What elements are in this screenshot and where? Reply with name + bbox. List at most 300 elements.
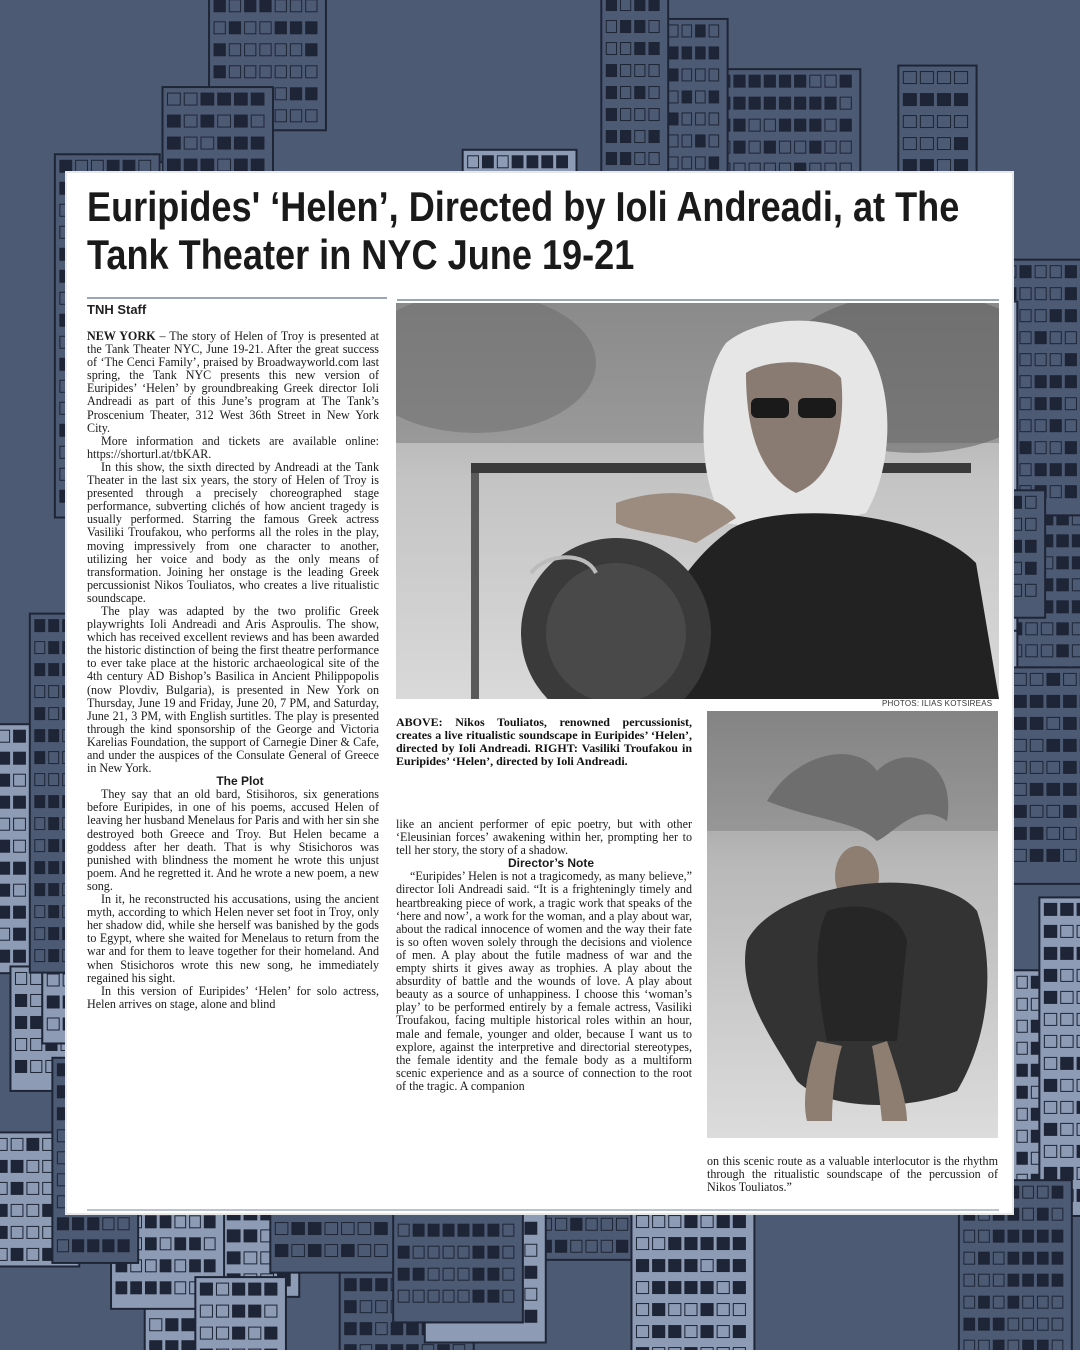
building-window [1057, 623, 1069, 635]
paragraph-6: In it, he reconstructed his accusations, using the ancient myth, according to which Helen never set foot in Troy, only her shadow did, while she herself was banished by the gods to Egypt, where she waited for Menelaus to return from the war and for them to leave together for their homeland. And when Stisichoros wrote this new song, he immediately regained his sight. [87, 892, 379, 985]
building-window [1020, 442, 1031, 454]
building-window [993, 1230, 1004, 1242]
building-window [649, 131, 659, 143]
building-window [555, 1240, 566, 1252]
building-window [35, 620, 45, 632]
building-window [1047, 849, 1060, 861]
building-window [47, 996, 59, 1008]
building-window [35, 752, 45, 764]
building-window [0, 862, 10, 874]
building-window [1064, 717, 1077, 729]
building-window [669, 1238, 681, 1250]
building-window [488, 1290, 499, 1302]
building-window [167, 159, 180, 171]
building-window [1014, 717, 1027, 729]
building-window [1065, 442, 1076, 454]
building-window [251, 159, 264, 171]
building-window [795, 75, 806, 87]
building-window [166, 1319, 178, 1331]
building-window [107, 160, 119, 172]
building-window [1057, 601, 1069, 613]
building-window [0, 906, 10, 918]
building-window [118, 1240, 129, 1252]
building-window [60, 160, 72, 172]
building-window [49, 840, 59, 852]
building-window [57, 1218, 68, 1230]
building-window [398, 1268, 409, 1280]
building-window [1050, 420, 1061, 432]
building-window [160, 1282, 171, 1294]
building-window [35, 664, 45, 676]
building-window [0, 840, 10, 852]
building-window [1061, 903, 1073, 915]
building-window [166, 1341, 178, 1350]
building-window [49, 664, 59, 676]
building-window [190, 1238, 201, 1250]
article-headline: Euripides' ‘Helen’, Directed by Ioli Andreadi, at The Tank Theater in NYC June 19-21 [87, 183, 960, 278]
building-window [49, 862, 59, 874]
building-window [234, 115, 247, 127]
building-window [407, 1345, 419, 1350]
building-window [184, 159, 197, 171]
building-window [979, 1318, 990, 1330]
building-window [903, 94, 916, 106]
paragraph-5: They say that an old bard, Stisihoros, six generations before Euripides, in one of his poems, accused Helen of leaving her husband Menelaus for Paris and with her sin she destroyed both Greece and Troy. But Helen became a goddess after her death. That is why Stisichoros was punished with blindness the moment he wrote this unjust poem. And he regretted it. And he wrote a new poem, a new song. [87, 787, 379, 893]
byline: TNH Staff [87, 302, 147, 317]
building-window [1064, 695, 1077, 707]
dateline: NEW YORK [87, 329, 156, 343]
building-window [1023, 1252, 1034, 1264]
building-window [473, 1246, 484, 1258]
building-window [993, 1340, 1004, 1350]
building-window [398, 1246, 409, 1258]
building-window [764, 97, 775, 109]
building-window [214, 66, 225, 78]
building-window [1008, 1230, 1019, 1242]
building-window [360, 1323, 372, 1335]
building-window [14, 950, 26, 962]
building-window [733, 1238, 745, 1250]
building-window [1030, 695, 1043, 707]
building-window [1057, 557, 1069, 569]
building-window [1057, 645, 1069, 657]
building-window [49, 884, 59, 896]
building-window [376, 1279, 388, 1291]
building-window [1023, 1230, 1034, 1242]
building-window [1020, 266, 1031, 278]
building-window [1061, 1057, 1073, 1069]
building-window [0, 1204, 7, 1216]
building-window [701, 1238, 713, 1250]
building-window [376, 1345, 388, 1350]
column-3 [707, 1155, 998, 1194]
building-window [1014, 805, 1027, 817]
building-window [290, 88, 301, 100]
building-window [15, 1060, 26, 1072]
building-window [734, 119, 745, 131]
building-window [375, 1223, 388, 1235]
building-window [131, 1282, 142, 1294]
building-window [606, 65, 616, 77]
building-window [0, 884, 10, 896]
building-window [1072, 535, 1080, 547]
building-window [1050, 464, 1061, 476]
newspaper-clipping [67, 173, 1012, 1213]
building-window [696, 25, 706, 37]
building-window [764, 75, 775, 87]
percussionist-photo-illustration [396, 303, 999, 699]
building-window [1065, 266, 1076, 278]
building-window [182, 1341, 194, 1350]
column-1 [87, 330, 379, 1011]
building-window [204, 1216, 215, 1228]
building-window [525, 1310, 537, 1322]
building-window [0, 774, 10, 786]
photo-caption: ABOVE: Nikos Touliatos, renowned percussionist, creates a live ritualistic soundscape in Euripides’ ‘Helen’, directed by Ioli Andreadi. RIGHT: Vasiliki Troufakou in Euripides’ ‘Helen’, directed by Ioli Andreadi. [396, 715, 692, 768]
building-window [0, 796, 10, 808]
building-window [1052, 1230, 1063, 1242]
building-window [1037, 1208, 1048, 1220]
building-window [764, 141, 775, 153]
building-window [1035, 464, 1046, 476]
building-window [413, 1268, 424, 1280]
building-window [1037, 1340, 1048, 1350]
photo-credit: PHOTOS: ILIAS KOTSIREAS [882, 699, 993, 708]
building-window [190, 1260, 201, 1272]
building-window [14, 730, 26, 742]
building-window [1061, 947, 1073, 959]
building-window [345, 1323, 357, 1335]
building-window [685, 1282, 697, 1294]
building-window [150, 1341, 162, 1350]
building-window [1011, 540, 1022, 552]
building-window [1050, 398, 1061, 410]
building-window [73, 1218, 84, 1230]
paragraph-9: “Euripides’ Helen is not a tragicomedy, as many believe,” director Ioli Andreadi said. “It is a frighteningly timely and heartbreaking piece of work, a tragic work that speaks of the ‘here and now’, a work for the woman, and a play about war, about the radical innocence of women and the way their fate is so often woven solely through the decisions and violence of men. A play about the futile madness of war and the empty shirts it gives away as trophies. A play about the absurdity of battle and the wounds of love. A play about beauty as a source of unhappiness. I choose this ‘woman’s play’ to be performed entirely by a female actress, Vasiliki Troufakou, facing multiple historical roles within an hour, male and female, younger and older, because I want us to explore, against the interpretive and directorial stereotypes, the female identity and the female body as a multiform scenic experience and as a source of connection to the root of the tragic. A companion [396, 869, 692, 1093]
building-window [265, 1283, 277, 1295]
building-window [621, 153, 631, 165]
building-window [290, 22, 301, 34]
building-window [73, 1240, 84, 1252]
building-window [88, 1218, 99, 1230]
building-window [214, 0, 225, 12]
building-window [1065, 464, 1076, 476]
building-window [1065, 486, 1076, 498]
building-window [1044, 903, 1056, 915]
paragraph-7: In this version of Euripides’ ‘Helen’ for solo actress, Helen arrives on stage, alone and blind [87, 983, 379, 1011]
building-window [557, 156, 568, 168]
building-window [920, 160, 933, 172]
building-window [1017, 1086, 1027, 1098]
building-window [795, 97, 806, 109]
building-window [1030, 783, 1043, 795]
building-window [182, 1319, 194, 1331]
building-window [292, 1223, 305, 1235]
building-window [1030, 827, 1043, 839]
building-window [249, 1283, 261, 1295]
building-window [1026, 540, 1037, 552]
building-window [251, 137, 264, 149]
building-window [635, 87, 645, 99]
building-window [345, 1345, 357, 1350]
building-window [391, 1345, 403, 1350]
building-window [15, 994, 26, 1006]
paragraph-3: In this show, the sixth directed by Andreadi at the Tank Theater in the last six years, the story of Helen of Troy is presented through a precisely choreographed stage performance, subverting clichés of how ancient tragedy is usually performed. Starring the famous Greek actress Vasiliki Troufakou, who performs all the roles in the play, moving impressively from one character to another, utilizing her voice and body as the only means of transformation. Joining her onstage is the leading Greek percussionist Nikos Touliatos, who creates a live ritualistic soundscape. [87, 459, 379, 605]
building-window [428, 1224, 439, 1236]
building-window [49, 620, 59, 632]
subhead-the-plot: The Plot [216, 774, 264, 789]
building-window [709, 157, 719, 169]
building-window [685, 1238, 697, 1250]
building-window [1008, 1252, 1019, 1264]
photo-nikos-touliatos [396, 303, 999, 699]
building-window [407, 1323, 419, 1335]
building-window [696, 47, 706, 59]
building-window [606, 0, 616, 11]
building-window [443, 1224, 454, 1236]
photo-vasiliki-troufakou [707, 711, 998, 1138]
building-window [1014, 695, 1027, 707]
building-window [35, 796, 45, 808]
building-window [653, 1260, 665, 1272]
building-window [779, 97, 790, 109]
building-window [227, 1252, 240, 1264]
actress-photo-illustration [707, 711, 998, 1138]
building-window [14, 906, 26, 918]
building-window [1052, 1252, 1063, 1264]
building-window [717, 1260, 729, 1272]
building-window [717, 1216, 729, 1228]
building-window [482, 156, 493, 168]
building-window [964, 1318, 975, 1330]
building-window [214, 44, 225, 56]
building-window [527, 156, 538, 168]
building-window [123, 160, 135, 172]
building-window [993, 1318, 1004, 1330]
building-window [1026, 562, 1037, 574]
building-window [49, 818, 59, 830]
building-window [606, 153, 616, 165]
building-window [31, 1016, 42, 1028]
building-window [1044, 947, 1056, 959]
building-window [145, 1216, 156, 1228]
building-window [145, 1282, 156, 1294]
building-window [1023, 1340, 1034, 1350]
building-window [1047, 739, 1060, 751]
building-window [1047, 673, 1060, 685]
building-window [345, 1301, 357, 1313]
building-window [260, 0, 271, 12]
building-window [669, 1260, 681, 1272]
building-window [391, 1323, 403, 1335]
building-window [342, 1245, 355, 1257]
column-2 [396, 818, 692, 1093]
building-window [717, 1238, 729, 1250]
paragraph-1 [87, 330, 379, 435]
building-window [14, 862, 26, 874]
building-window [1037, 1230, 1048, 1242]
building-window [14, 752, 26, 764]
building-window [233, 1283, 245, 1295]
building-window [1072, 557, 1080, 569]
building-window [810, 141, 821, 153]
building-window [825, 97, 836, 109]
building-window [606, 109, 616, 121]
building-window [1008, 1274, 1019, 1286]
building-window [88, 1240, 99, 1252]
building-window [275, 22, 286, 34]
building-window [512, 156, 523, 168]
footer-rule [87, 1209, 999, 1211]
building-window [234, 137, 247, 149]
building-window [14, 796, 26, 808]
building-window [116, 1282, 127, 1294]
building-window [204, 1260, 215, 1272]
building-window [275, 1245, 288, 1257]
building-window [1065, 288, 1076, 300]
building-window [701, 1326, 713, 1338]
building-window [1023, 1274, 1034, 1286]
building-window [920, 94, 933, 106]
building-window [682, 47, 692, 59]
building-window [49, 906, 59, 918]
building-window [840, 75, 851, 87]
building-window [1050, 310, 1061, 322]
building-window [1047, 783, 1060, 795]
building-window [201, 93, 214, 105]
building-window [669, 47, 679, 59]
building-window [49, 730, 59, 742]
building-window [685, 1216, 697, 1228]
building-window [234, 93, 247, 105]
building-window [473, 1290, 484, 1302]
building-window [749, 97, 760, 109]
building-window [606, 131, 616, 143]
building-window [14, 928, 26, 940]
building-window [1064, 761, 1077, 773]
building-window [245, 0, 256, 12]
building-window [701, 1304, 713, 1316]
building-window [734, 75, 745, 87]
headline-rule [87, 297, 387, 299]
building-window [525, 1222, 537, 1234]
building-window [733, 1326, 745, 1338]
building-window [218, 93, 231, 105]
building-window [49, 928, 59, 940]
photo-top-rule [397, 299, 999, 301]
building-window [795, 119, 806, 131]
building-window [571, 1218, 582, 1230]
building-window [779, 119, 790, 131]
building-window [1064, 805, 1077, 817]
building-window [733, 1282, 745, 1294]
building-window [35, 730, 45, 742]
building-window [1047, 695, 1060, 707]
building-window [621, 131, 631, 143]
building-window [1030, 717, 1043, 729]
building-window [542, 156, 553, 168]
building-window [11, 1160, 23, 1172]
building-window [0, 1226, 7, 1238]
building-window [955, 160, 968, 172]
building-window [308, 1245, 321, 1257]
building-window [175, 1238, 186, 1250]
building-window [0, 950, 10, 962]
building-window [1044, 925, 1056, 937]
building-window [233, 1327, 245, 1339]
building-window [227, 1230, 240, 1242]
building-window [1057, 535, 1069, 547]
building-window [1017, 1152, 1027, 1164]
building-window [1052, 1186, 1063, 1198]
building-window [360, 1279, 372, 1291]
building-window [488, 1224, 499, 1236]
building-window [49, 642, 59, 654]
building-window [249, 1305, 261, 1317]
building-window [649, 43, 659, 55]
building-window [1050, 376, 1061, 388]
building-window [27, 1138, 39, 1150]
building-window [1044, 1123, 1056, 1135]
building-window [306, 22, 317, 34]
building-window [145, 1238, 156, 1250]
building-window [308, 1223, 321, 1235]
building-window [955, 138, 968, 150]
building-window [1044, 969, 1056, 981]
building-window [669, 1326, 681, 1338]
building-window [306, 44, 317, 56]
building-window [733, 1260, 745, 1272]
building-window [35, 884, 45, 896]
building-window [653, 1326, 665, 1338]
building-window [473, 1224, 484, 1236]
building-window [1014, 827, 1027, 839]
building-window [251, 93, 264, 105]
building-window [201, 115, 214, 127]
building-window [11, 1182, 23, 1194]
building-window [35, 708, 45, 720]
building-window [937, 94, 950, 106]
building-window [1008, 1296, 1019, 1308]
building-window [669, 113, 679, 125]
building-window [682, 91, 692, 103]
building-window [49, 796, 59, 808]
building-window [200, 1283, 212, 1295]
building-window [635, 0, 645, 11]
building-window [229, 22, 240, 34]
building-window [488, 1246, 499, 1258]
building-window [979, 1296, 990, 1308]
building-window [35, 862, 45, 874]
building-window [653, 1304, 665, 1316]
paragraph-10: on this scenic route as a valuable interlocutor is the rhythm through the ritualistic soundscape of the percussion of Nikos Touliatos.” [707, 1154, 998, 1195]
building-window [669, 1282, 681, 1294]
building-window [979, 1252, 990, 1264]
building-window [733, 1216, 745, 1228]
building-window [1061, 1167, 1073, 1179]
building-window [1052, 1274, 1063, 1286]
building-window [1072, 601, 1080, 613]
building-window [903, 160, 916, 172]
building-window [1017, 1064, 1027, 1076]
building-window [244, 1230, 257, 1242]
building-window [1065, 310, 1076, 322]
paragraph-8: like an ancient performer of epic poetry, but with other ‘Eleusinian forces’ awakening within her, prompting her to tell her story, the story of a shadow. [396, 817, 692, 858]
building-window [1044, 991, 1056, 1003]
building-window [955, 94, 968, 106]
building-window [749, 75, 760, 87]
paragraph-4: The play was adapted by the two prolific Greek playwrights Ioli Andreadi and Aris Asproulis. The show, which has received excellent reviews and has been awarded the historic distinction of being the first theatre performance to ever take place at the historic archaeological site of the 4th century AD Bishop’s Basilica in Ancient Philippopolis (now Plovdiv, Bulgaria), is presented in New York on Thursday, June 19 and Friday, June 20, 7 PM, and Saturday, June 21, 3 PM, with English surtitles. The play is presented through the kind sponsorship of the George and Victoria Karelias Foundation, the support of Carnegie Diner & Cafe, and under the auspices of the Consulate General of Greece in New York. [87, 603, 379, 776]
